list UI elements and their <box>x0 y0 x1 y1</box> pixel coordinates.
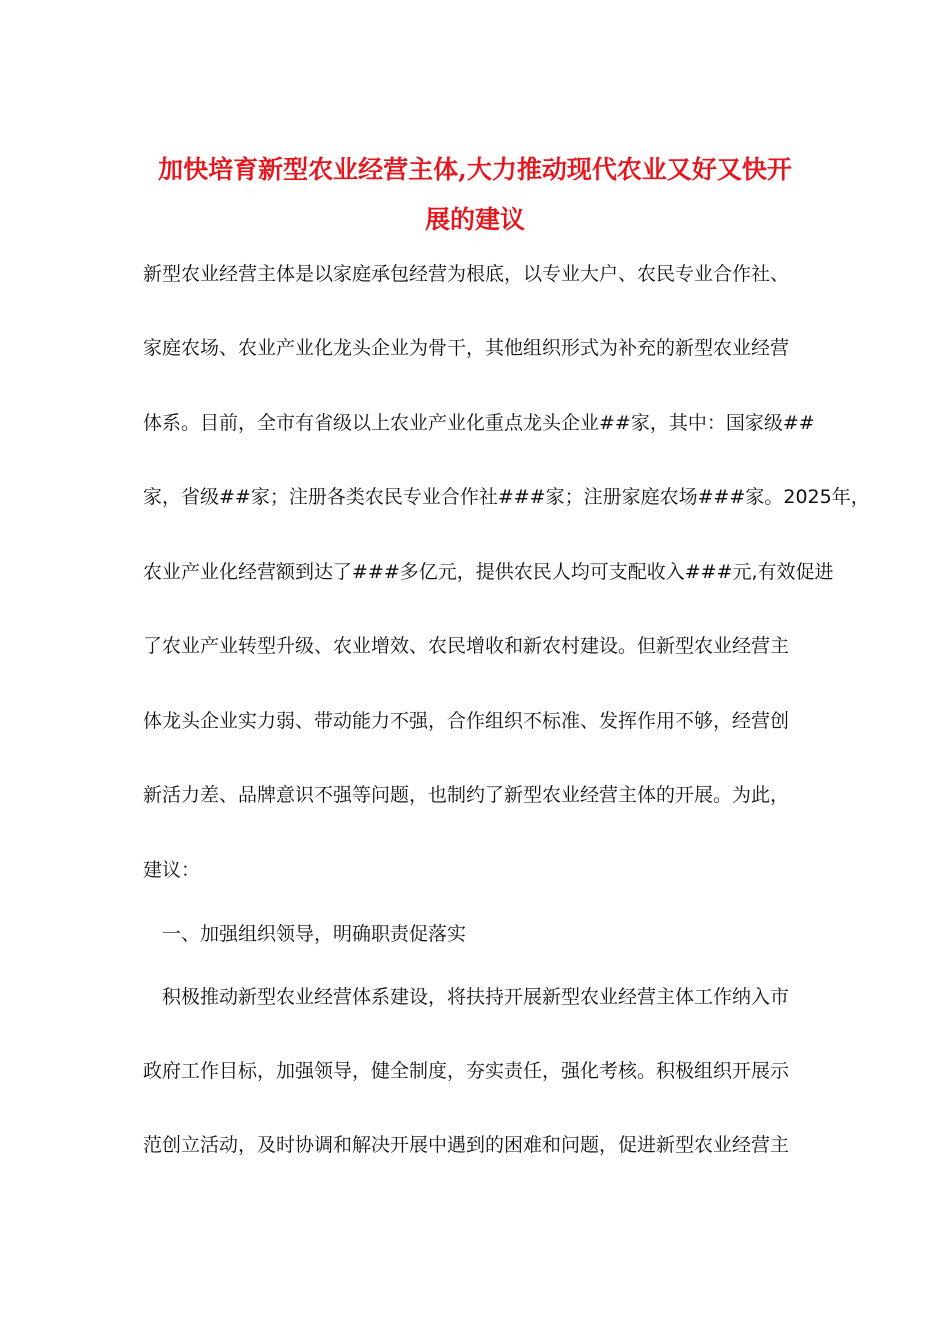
document-title-line-1: 加快培育新型农业经营主体,大力推动现代农业又好又快开 <box>158 155 792 184</box>
section-1-heading: 一、加强组织领导，明确职责促落实 <box>162 923 467 945</box>
paragraph-1-line-3: 体系。目前，全市有省级以上农业产业化重点龙头企业##家，其中：国家级## <box>143 412 815 434</box>
section-1-line-3: 范创立活动，及时协调和解决开展中遇到的困难和问题，促进新型农业经营主 <box>143 1134 790 1156</box>
document-title-line-2: 展的建议 <box>424 205 525 234</box>
paragraph-1-line-5: 农业产业化经营额到达了###多亿元，提供农民人均可支配收入###元,有效促进 <box>143 561 834 583</box>
paragraph-1-line-9: 建议： <box>143 859 201 881</box>
paragraph-1-line-7: 体龙头企业实力弱、带动能力不强，合作组织不标准、发挥作用不够，经营创 <box>143 710 790 732</box>
paragraph-1-line-4: 家，省级##家；注册各类农民专业合作社###家；注册家庭农场###家。2025年， <box>143 486 870 508</box>
paragraph-1-line-8: 新活力差、品牌意识不强等问题，也制约了新型农业经营主体的开展。为此， <box>143 784 790 806</box>
paragraph-1-line-2: 家庭农场、农业产业化龙头企业为骨干，其他组织形式为补充的新型农业经营 <box>143 337 790 359</box>
section-1-line-1: 积极推动新型农业经营体系建设，将扶持开展新型农业经营主体工作纳入市 <box>162 986 790 1008</box>
paragraph-1-line-1: 新型农业经营主体是以家庭承包经营为根底，以专业大户、农民专业合作社、 <box>143 263 790 285</box>
section-1-line-2: 政府工作目标，加强领导，健全制度，夯实责任，强化考核。积极组织开展示 <box>143 1060 790 1082</box>
paragraph-1-line-6: 了农业产业转型升级、农业增效、农民增收和新农村建设。但新型农业经营主 <box>143 635 790 657</box>
